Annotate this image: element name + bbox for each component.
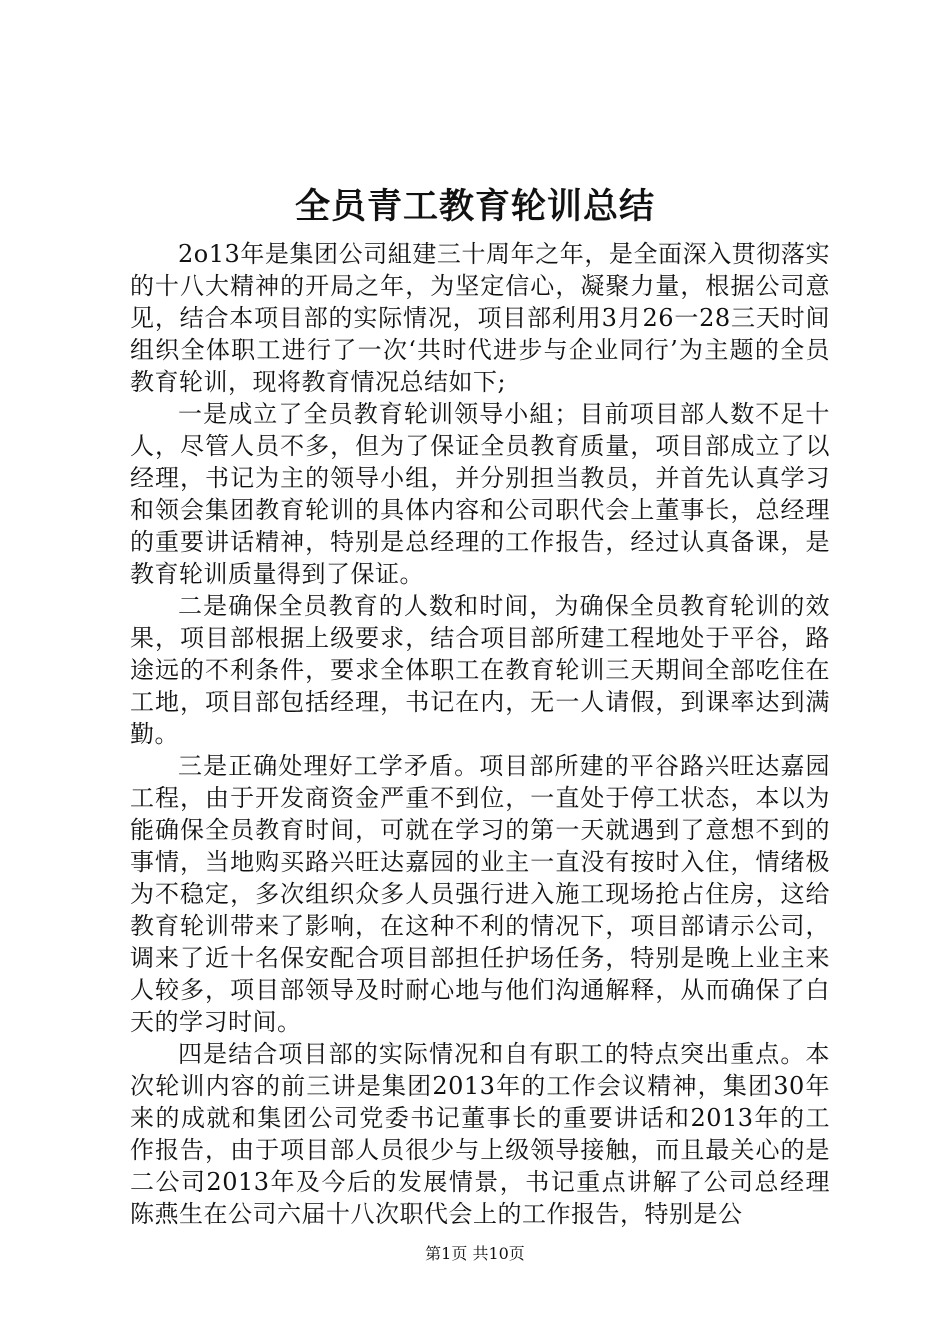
document-body [130,238,830,1230]
paragraph-point-4: 四是结合项目部的实际情况和自有职工的特点突出重点。本次轮训内容的前三讲是集团2013年的工作会议精神，集团30年来的成就和集团公司党委书记董事长的重要讲话和2013年的工作报告，由于项目部人员很少与上级领导接触，而且最关心的是二公司2013年及今后的发展情景，书记重点讲解了公司总经理陈燕生在公司六届十八次职代会上的工作报告，特别是公 [130,1040,830,1228]
paragraph-intro: 2o13年是集团公司組建三十周年之年，是全面深入贯彻落实的十八大精神的开局之年，为坚定信心，凝聚力量，根据公司意见，结合本项目部的实际情况，项目部利用3月26一28三天时间组织全体职工进行了一次‘共时代进步与企业同行’为主题的全员教育轮训，现将教育情况总结如下; [130,240,830,396]
paragraph-point-2: 二是确保全员教育的人数和时间，为确保全员教育轮训的效果，项目部根据上级要求，结合项目部所建工程地处于平谷，路途远的不利条件，要求全体职工在教育轮训三天期间全部吃住在工地，项目部包括经理，书记在内，无一人请假，到课率达到满勤。 [130,592,830,748]
paragraph-point-1: 一是成立了全员教育轮训领导小組；目前项目部人数不足十人，尽管人员不多，但为了保证全员教育质量，项目部成立了以经理，书记为主的领导小组，并分别担当教员，并首先认真学习和领会集团教育轮训的具体内容和公司职代会上董事长，总经理的重要讲话精神，特别是总经理的工作报告，经过认真备课，是教育轮训质量得到了保证。 [130,400,830,588]
document-title: 全员青工教育轮训总结 [294,186,655,227]
paragraph-point-3: 三是正确处理好工学矛盾。项目部所建的平谷路兴旺达嘉园工程，由于开发商资金严重不到位，一直处于停工状态，本以为能确保全员教育时间，可就在学习的第一天就遇到了意想不到的事情，当地购买路兴旺达嘉园的业主一直没有按时入住，情绪极为不稳定，多次组织众多人员强行进入施工现场抢占住房，这给教育轮训带来了影响，在这种不利的情况下，项目部请示公司，调来了近十名保安配合项目部担任护场任务，特别是晚上业主来人较多，项目部领导及时耐心地与他们沟通解释，从而确保了白天的学习时间。 [130,752,830,1036]
page-number-footer: 第1页 共10页 [425,1244,525,1263]
